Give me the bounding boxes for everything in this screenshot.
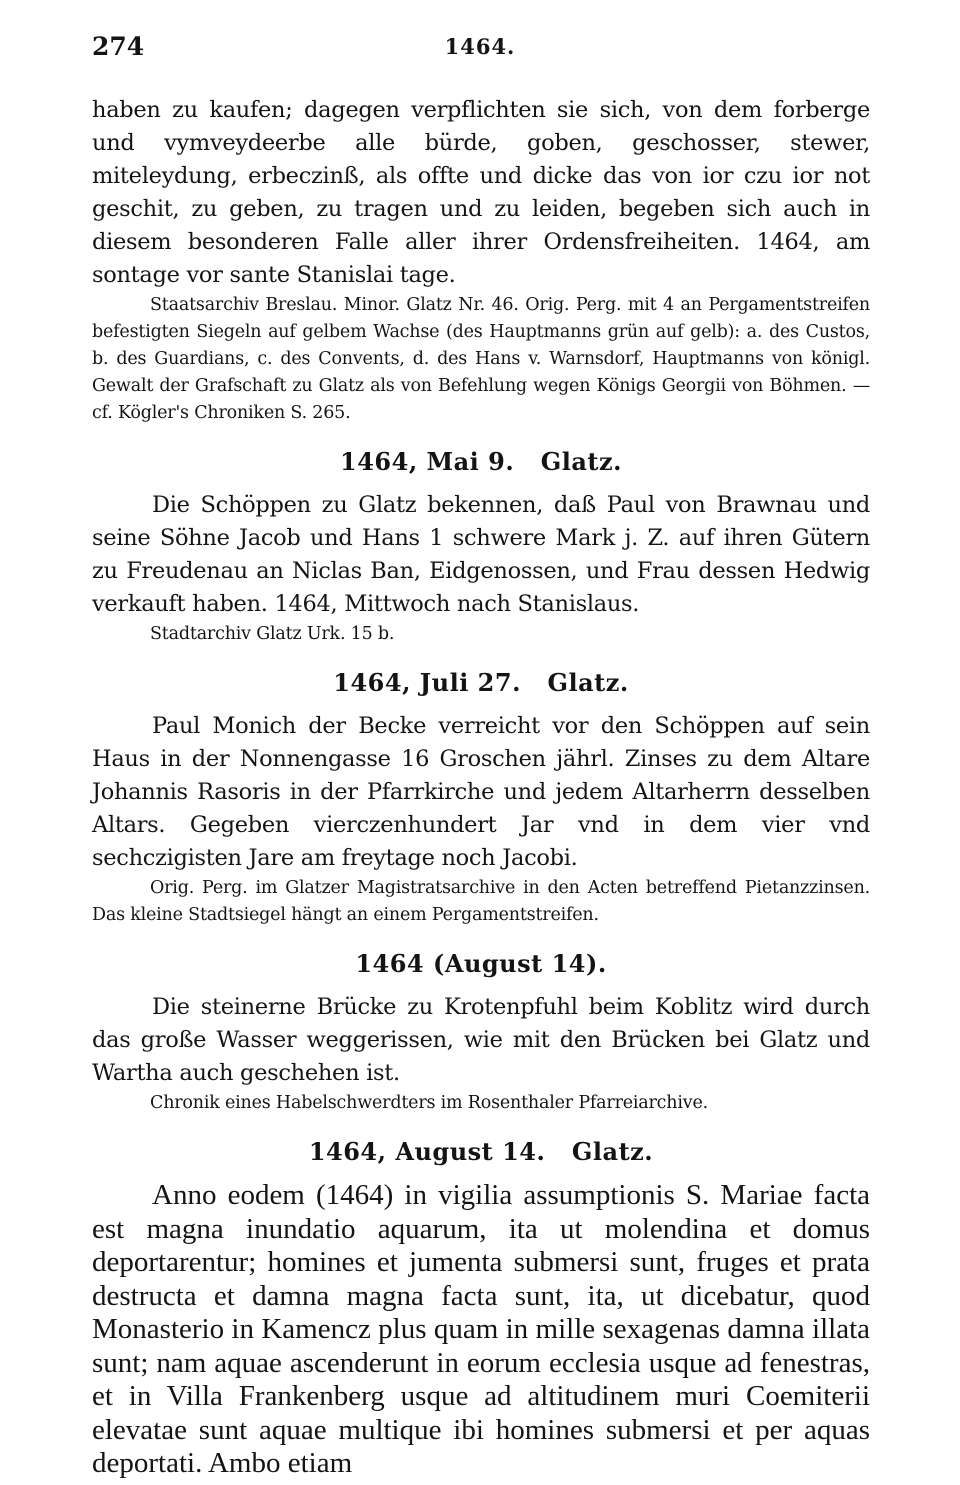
august-14-bracketed-paragraph: Die steinerne Brücke zu Krotenpfuhl beim Koblitz wird durch das große Wasser weggerissen, wie mit den Brücken bei Glatz und Wartha auch geschehen ist. — [92, 994, 870, 1086]
intro-source-note: Staatsarchiv Breslau. Minor. Glatz Nr. 46. Orig. Perg. mit 4 an Pergamentstreifen befestigten Siegeln auf gelbem Wachse (des Hauptmanns grün auf gelb): a. des Custos, b. des Guardians, c. des Convents, d. des Hans v. Warnsdorf, Hauptmanns von königl. Gewalt der Grafschaft zu Glatz als von Befehlung wegen Königs Georgii von Böhmen. — cf. Kögler's Chroniken S. 265. — [92, 295, 870, 423]
july-27-paragraph: Paul Monich der Becke verreicht vor den Schöppen auf sein Haus in der Nonnengasse 16 Groschen jährl. Zinses zu dem Altare Johannis Rasoris in der Pfarrkirche und jedem Altarherrn desselben Altars. Gegeben vierczenhundert Jar vnd in dem vier vnd sechczigisten Jare am freytage noch Jacobi. — [92, 713, 870, 871]
section-heading-july-27: 1464, Juli 27. Glatz. — [333, 668, 629, 697]
section-heading-may-9: 1464, Mai 9. Glatz. — [340, 447, 622, 476]
page-header — [92, 32, 868, 72]
text-column — [92, 94, 870, 1481]
intro-paragraph: haben zu kaufen; dagegen verpflichten sie sich, von dem forberge und vymveydeerbe alle bürde, goben, geschosser, stewer, miteleydung, erbeczinß, als offte und dicke das von ior czu ior not geschit, zu geben, zu tragen und zu leiden, begeben sich auch in diesem besonderen Falle aller ihrer Ordensfreiheiten. 1464, am sontage vor sante Stanislai tage. — [92, 97, 870, 288]
august-14-bracketed-source-note: Chronik eines Habelschwerdters im Rosenthaler Pfarreiarchive. — [150, 1093, 708, 1113]
page-number: 274 — [92, 32, 145, 61]
may-9-source-note: Stadtarchiv Glatz Urk. 15 b. — [150, 624, 395, 644]
section-heading-august-14-bracketed: 1464 (August 14). — [355, 949, 607, 978]
august-14-latin-paragraph: Anno eodem (1464) in vigilia assumptionis S. Mariae facta est magna inundatio aquarum, ita ut molendina et domus deportarentur; homines et jumenta submersi sunt, fruges et prata destructa et damna magna facta sunt, ita, ut dicebatur, quod Monasterio in Kamencz plus quam in mille sexagenas damna illata sunt; nam aquae ascenderunt in eorum ecclesia usque ad fenestras, et in Villa Frankenberg usque ad altitudinem muri Coemiterii elevatae sunt aquae multique ibi homines submersi et per aquas deportati. Ambo etiam — [92, 1179, 870, 1479]
may-9-paragraph: Die Schöppen zu Glatz bekennen, daß Paul von Brawnau und seine Söhne Jacob und Hans 1 schwere Mark j. Z. auf ihren Gütern zu Freudenau an Niclas Ban, Eidgenossen, und Frau dessen Hedwig verkauft haben. 1464, Mittwoch nach Stanislaus. — [92, 492, 870, 617]
running-head: 1464. — [444, 34, 516, 59]
july-27-source-note: Orig. Perg. im Glatzer Magistratsarchive in den Acten betreffend Pietanzzinsen. Das kleine Stadtsiegel hängt an einem Pergamentstreifen. — [92, 878, 870, 925]
section-heading-august-14: 1464, August 14. Glatz. — [308, 1137, 654, 1166]
